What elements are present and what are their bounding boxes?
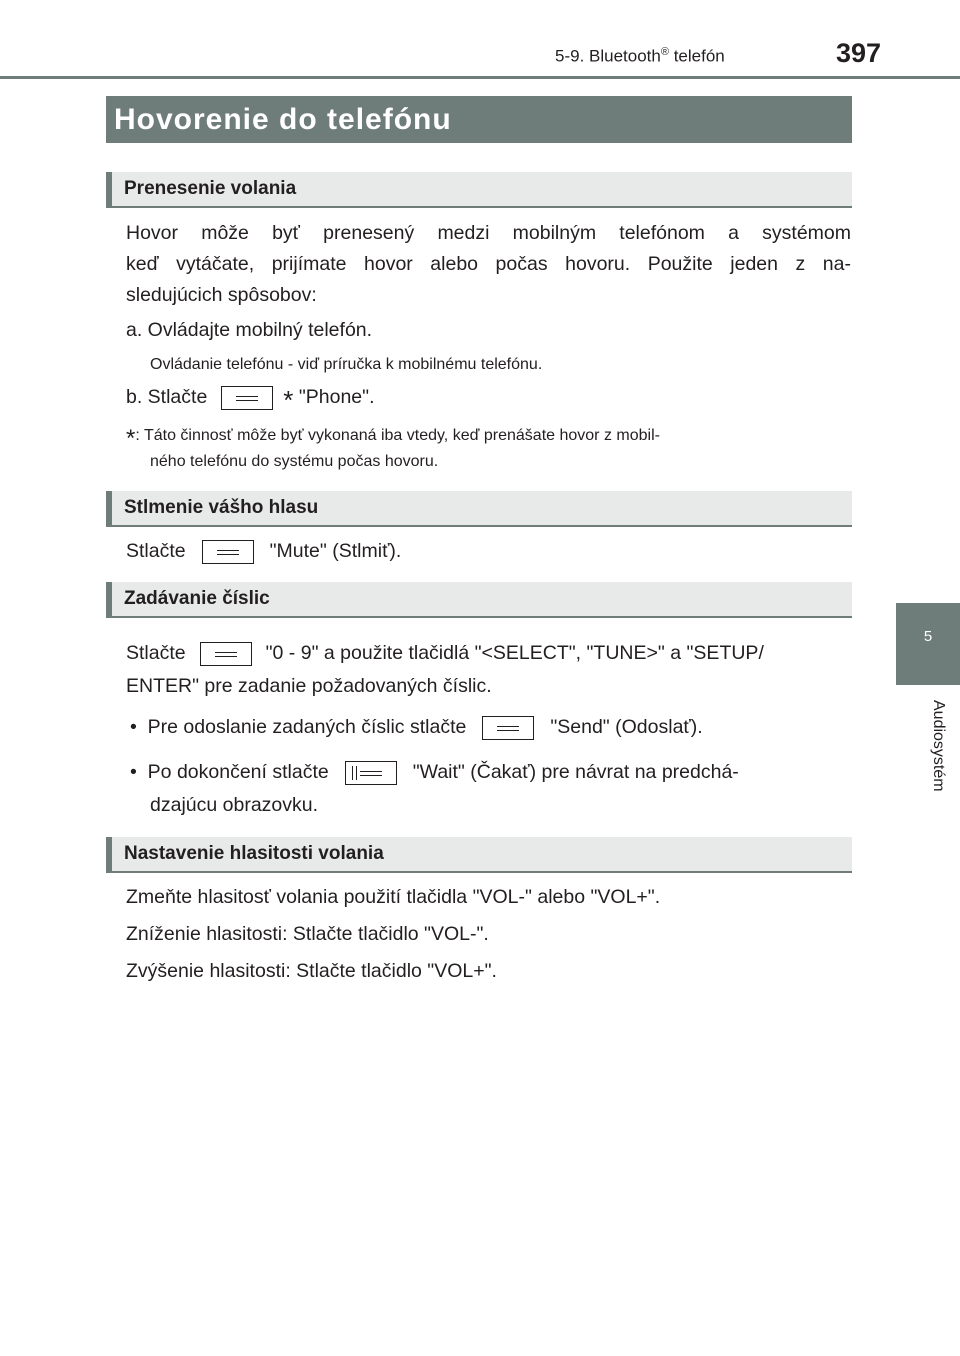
digits-line1	[126, 638, 854, 669]
bullet-send-suffix: "Send" (Odoslať).	[550, 716, 703, 738]
page-title: Hovorenie do telefónu	[106, 96, 852, 143]
transfer-option-a: a. Ovládajte mobilný telefón.	[126, 319, 373, 341]
registered-mark: ®	[660, 46, 669, 58]
bullet-wait-prefix: Po dokončení stlačte	[147, 761, 329, 783]
chapter-tab: 5	[896, 603, 960, 685]
bullet-send	[130, 712, 703, 743]
page-number: 397	[836, 38, 882, 68]
section-heading-volume: Nastavenie hlasitosti volania	[106, 837, 852, 873]
chapter-tab-label: Audiosystém	[930, 700, 947, 792]
option-b-suffix: "Phone".	[298, 386, 375, 408]
transfer-intro-line1: Hovor môže byť prenesený medzi mobilným telefónom a systémom	[126, 222, 851, 244]
header-divider	[0, 76, 960, 79]
bullet-wait-suffix: "Wait" (Čakať) pre návrat na predchá-	[412, 761, 739, 783]
wait-button-icon	[345, 761, 397, 785]
digits-line2: ENTER" pre zadanie požadovaných číslic.	[126, 675, 492, 697]
section-heading-mute: Stlmenie vášho hlasu	[106, 491, 852, 527]
mute-prefix: Stlačte	[126, 540, 186, 562]
section-heading-digits: Zadávanie číslic	[106, 582, 852, 618]
asterisk-mark: *	[283, 385, 294, 415]
chapter-title-suffix: telefón	[668, 46, 725, 66]
chapter-title: 5-9. Bluetooth	[555, 46, 661, 66]
mute-button-icon	[202, 540, 254, 564]
footnote-line1: : Táto činnosť môže byť vykonaná iba vtedy, keď prenášate hovor z mobil-	[135, 427, 660, 444]
section-heading-transfer: Prenesenie volania	[106, 172, 852, 208]
bullet-wait-line2: dzajúcu obrazovku.	[150, 794, 319, 816]
digits-button-icon	[200, 642, 252, 666]
option-b-prefix: b. Stlačte	[126, 386, 208, 408]
digits-prefix: Stlačte	[126, 642, 186, 664]
bullet-glyph: •	[130, 761, 137, 783]
mute-instruction	[126, 536, 401, 567]
transfer-option-a-note: Ovládanie telefónu - viď príručka k mobilnému telefónu.	[150, 356, 543, 373]
digits-line1-suffix: "0 - 9" a použite tlačidlá "<SELECT", "TUNE>" a "SETUP/	[265, 642, 764, 664]
transfer-intro-line3: sledujúcich spôsobov:	[126, 284, 317, 306]
bullet-glyph: •	[130, 716, 137, 738]
phone-button-icon	[221, 386, 273, 410]
volume-line3: Zvýšenie hlasitosti: Stlačte tlačidlo "VOL+".	[126, 960, 497, 982]
volume-line1: Zmeňte hlasitosť volania použití tlačidla "VOL-" alebo "VOL+".	[126, 886, 661, 908]
footnote-line2: ného telefónu do systému počas hovoru.	[150, 453, 439, 470]
chapter-header	[555, 46, 725, 67]
mute-suffix: "Mute" (Stlmiť).	[269, 540, 402, 562]
send-button-icon	[482, 716, 534, 740]
footnote-asterisk: *	[126, 425, 136, 452]
bullet-wait	[130, 757, 739, 788]
transfer-option-b	[126, 382, 375, 416]
volume-line2: Zníženie hlasitosti: Stlačte tlačidlo "VOL-".	[126, 923, 489, 945]
bullet-send-prefix: Pre odoslanie zadaných číslic stlačte	[147, 716, 467, 738]
transfer-intro-line2: keď vytáčate, prijímate hovor alebo počas hovoru. Použite jeden z na-	[126, 253, 851, 275]
transfer-footnote	[126, 424, 851, 451]
